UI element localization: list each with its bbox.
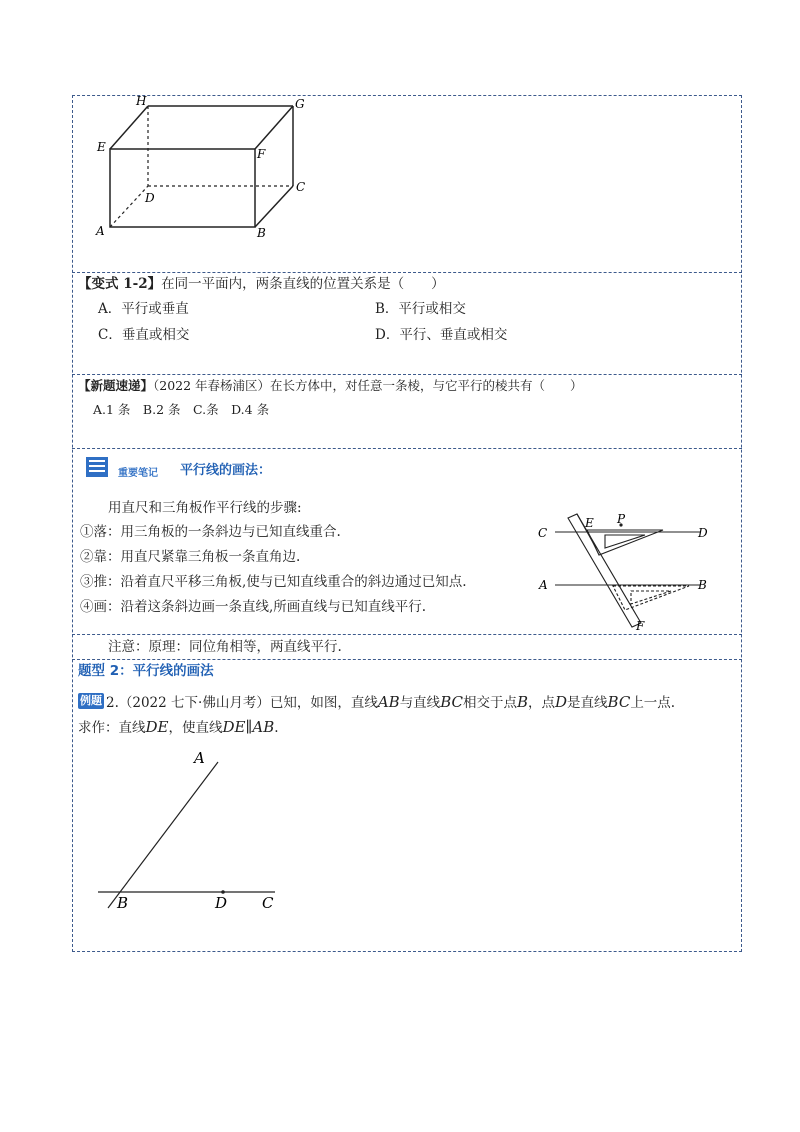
example-badge: 例题 <box>80 694 102 707</box>
quick-question <box>78 377 583 395</box>
point-label: C <box>262 894 274 912</box>
point-label: A <box>539 578 548 592</box>
math-symbol: AB <box>377 693 400 711</box>
text-run: 求作：直线 <box>78 720 146 736</box>
vertex-label: E <box>97 140 106 154</box>
question-text: 在同一平面内，两条直线的位置关系是（ ） <box>161 276 445 292</box>
point-label: E <box>585 516 594 530</box>
text-run: 相交于点 <box>462 695 517 711</box>
quick-options: A.1 条 B.2 条 C.条 D.4 条 <box>93 402 270 417</box>
point-label: B <box>698 578 707 592</box>
example-line-1 <box>106 693 675 712</box>
text-run: 是直线 <box>567 695 608 711</box>
note-intro: 用直尺和三角板作平行线的步骤: <box>108 500 302 516</box>
example-figure <box>90 745 290 915</box>
math-symbol: BC <box>607 693 631 711</box>
question-prefix: 【新题速递】 <box>78 378 154 393</box>
point-label: P <box>617 512 626 526</box>
divider <box>72 634 742 635</box>
vertex-label: D <box>145 191 155 205</box>
divider <box>72 659 742 660</box>
example-line-2 <box>78 718 279 737</box>
text-run: ，点 <box>528 695 555 711</box>
vertex-label: B <box>257 226 266 240</box>
note-title: 平行线的画法： <box>180 463 272 478</box>
ruler-triangle-figure <box>535 508 715 633</box>
text-run: 与直线 <box>399 695 441 711</box>
math-symbol: DE∥AB <box>222 718 275 736</box>
text-run: . <box>274 720 279 736</box>
point-label: A <box>194 749 205 767</box>
point-label: B <box>117 894 129 912</box>
note-step: ①落：用三角板的一条斜边与已知直线重合. <box>80 524 341 540</box>
section-heading: 题型 2：平行线的画法 <box>78 663 214 679</box>
vertex-label: C <box>296 180 306 194</box>
variant-question <box>78 275 445 293</box>
divider <box>72 448 742 449</box>
math-symbol: D <box>555 693 568 711</box>
divider <box>72 374 742 375</box>
option-c: C．垂直或相交 <box>98 327 190 343</box>
note-step: ②靠：用直尺紧靠三角板一条直角边. <box>80 549 301 565</box>
point-label: D <box>215 894 228 912</box>
option-b: B．平行或相交 <box>375 301 466 317</box>
math-symbol: B <box>516 693 528 711</box>
point-label: D <box>698 526 708 540</box>
vertex-label: G <box>295 97 305 111</box>
option-a: A．平行或垂直 <box>98 301 189 317</box>
divider <box>72 272 742 273</box>
cuboid-figure <box>90 92 320 242</box>
vertex-label: F <box>257 147 266 161</box>
math-symbol: DE <box>145 718 169 736</box>
text-run: 2.（2022 七下·佛山月考）已知，如图，直线 <box>106 695 378 711</box>
vertex-label: H <box>136 94 147 108</box>
note-step: ④画：沿着这条斜边画一条直线,所画直线与已知直线平行. <box>80 599 427 615</box>
vertex-label: A <box>96 224 105 238</box>
point-label: F <box>636 619 645 633</box>
text-run: 上一点. <box>630 695 676 711</box>
note-step: ③推：沿着直尺平移三角板,使与已知直线重合的斜边通过已知点. <box>80 574 467 590</box>
question-prefix: 【变式 1-2】 <box>78 276 162 292</box>
note-tag: 重要笔记 <box>118 468 158 479</box>
option-d: D．平行、垂直或相交 <box>375 327 508 343</box>
text-run: ，使直线 <box>168 720 223 736</box>
point-label: C <box>538 526 548 540</box>
question-text: （2022 年春杨浦区）在长方体中，对任意一条棱，与它平行的棱共有（ ） <box>153 378 583 393</box>
math-symbol: BC <box>440 693 463 711</box>
note-remark: 注意：原理：同位角相等，两直线平行. <box>108 639 342 655</box>
